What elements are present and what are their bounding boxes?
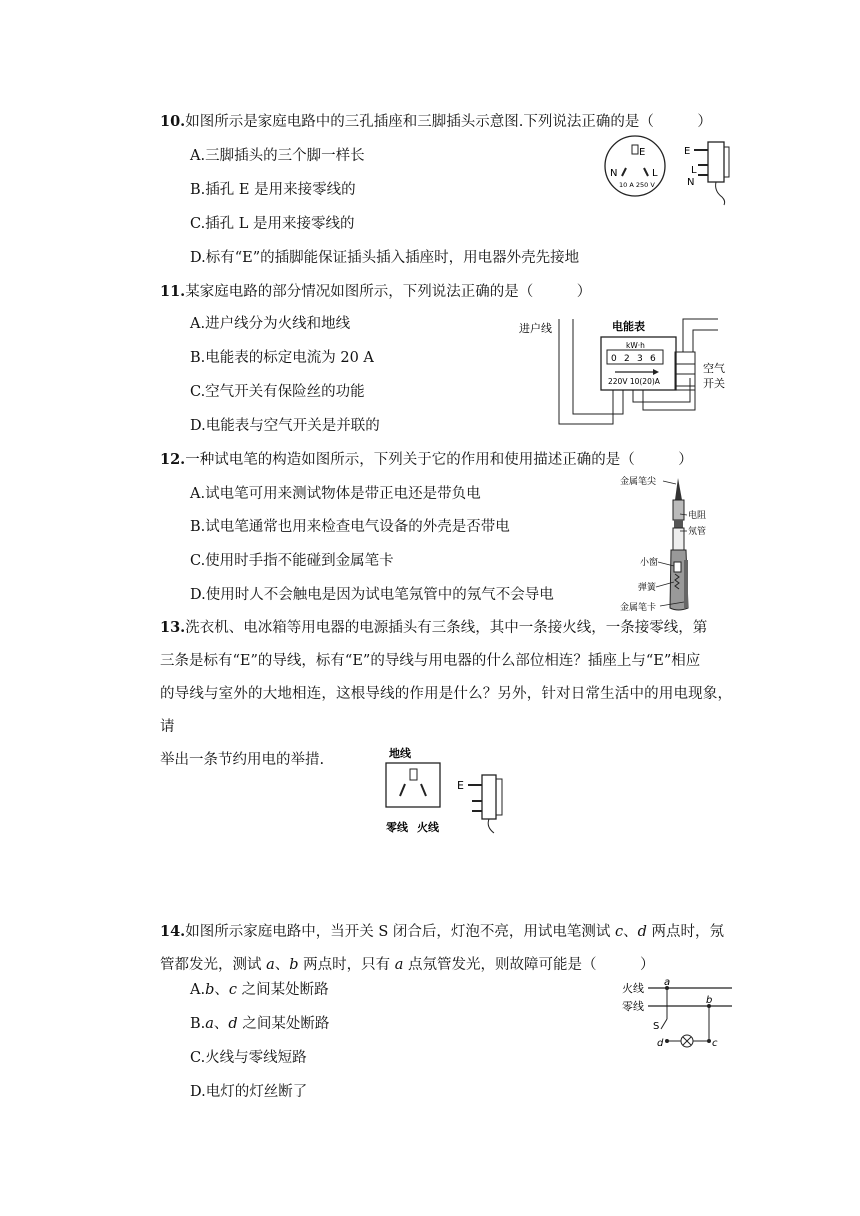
label-spring: 弹簧	[638, 583, 657, 593]
plug-label-n: N	[687, 177, 695, 188]
point-a: a	[664, 977, 671, 988]
label-tip: 金属笔尖	[620, 477, 657, 487]
q10-option-c: C.插孔 L 是用来接零线的	[190, 216, 355, 232]
meter-digit-2: 2	[624, 354, 630, 364]
q12-option-b: B.试电笔通常也用来检查电气设备的外壳是否带电	[190, 519, 510, 535]
point-c: c	[712, 1038, 718, 1049]
q12-option-d: D.使用时人不会触电是因为试电笔氖管中的氖气不会导电	[190, 587, 554, 603]
socket-label-l: L	[652, 168, 658, 179]
q10-option-a: A.三脚插头的三个脚一样长	[190, 148, 365, 164]
q14-option-b: B.a、d 之间某处断路	[190, 1016, 330, 1032]
switch-label-2: 开关	[703, 377, 725, 390]
label-neon: 氖管	[688, 527, 707, 537]
label-ground: 地线	[389, 747, 411, 760]
meter-title: 电能表	[612, 320, 645, 333]
label-clip: 金属笔卡	[620, 603, 657, 613]
plug-label-e: E	[457, 779, 464, 792]
q12-test-pen-figure	[618, 470, 718, 615]
socket-label-e: E	[639, 147, 646, 158]
q14-option-a: A.b、c 之间某处断路	[190, 982, 329, 998]
meter-rating: 220V 10(20)A	[608, 377, 660, 386]
switch-label: S	[653, 1021, 660, 1032]
label-resistor: 电阻	[688, 511, 707, 521]
q10-socket-plug-figure	[598, 135, 738, 207]
label-neutral-wire: 零线	[622, 1000, 644, 1013]
q11-stem: 11.某家庭电路的部分情况如图所示，下列说法正确的是（ ）	[160, 283, 592, 300]
q11-option-d: D.电能表与空气开关是并联的	[190, 418, 380, 434]
q11-option-b: B.电能表的标定电流为 20 A	[190, 350, 374, 366]
q10-option-b: B.插孔 E 是用来接零线的	[190, 182, 356, 198]
point-b: b	[706, 995, 713, 1006]
q14-option-c: C.火线与零线短路	[190, 1050, 307, 1066]
meter-digit-1: 0	[611, 354, 617, 364]
label-live: 火线	[417, 821, 439, 834]
q10-option-d: D.标有“E”的插脚能保证插头插入插座时，用电器外壳先接地	[190, 250, 580, 266]
q12-option-a: A.试电笔可用来测试物体是带正电还是带负电	[190, 486, 481, 502]
q13-socket-plug-figure	[378, 745, 508, 840]
q11-circuit-figure	[515, 310, 740, 430]
q12-option-c: C.使用时手指不能碰到金属笔卡	[190, 553, 394, 569]
q14-option-d: D.电灯的灯丝断了	[190, 1084, 308, 1100]
switch-label-1: 空气	[703, 362, 725, 375]
label-window: 小窗	[640, 558, 659, 568]
label-live-wire: 火线	[622, 982, 644, 995]
q11-option-c: C.空气开关有保险丝的功能	[190, 384, 365, 400]
meter-digit-4: 6	[650, 354, 656, 364]
socket-rating: 10 A 250 V	[619, 181, 655, 189]
point-d: d	[657, 1038, 664, 1049]
q10-stem: 10.如图所示是家庭电路中的三孔插座和三脚插头示意图.下列说法正确的是（ ）	[160, 113, 712, 130]
q12-stem: 12.一种试电笔的构造如图所示，下列关于它的作用和使用描述正确的是（ ）	[160, 451, 693, 468]
q13-text: 13.洗衣机、电冰箱等用电器的电源插头有三条线，其中一条接火线，一条接零线，第 三条是标有“E”的导线，标有“E”的导线与用电器的什么部位相连？插座上与“E”相应 的导线与室外的大地相连，这根导线的作用是什么？另外，针对日常生活中的用电现象，请 举出一条节约用电的举措.	[160, 619, 732, 768]
plug-label-e: E	[684, 146, 691, 157]
socket-label-n: N	[610, 168, 618, 179]
q11-option-a: A.进户线分为火线和地线	[190, 316, 351, 332]
meter-digit-3: 3	[637, 354, 643, 364]
plug-label-l: L	[691, 165, 697, 176]
service-line-label: 进户线	[519, 322, 552, 335]
q14-circuit-figure	[620, 975, 735, 1055]
q14-text: 14.如图所示家庭电路中，当开关 S 闭合后，灯泡不亮，用试电笔测试 c、d 两点时，氖 管都发光，测试 a、b 两点时，只有 a 点氖管发光，则故障可能是（ ）	[160, 923, 725, 973]
label-neutral: 零线	[386, 821, 408, 834]
meter-unit: kW·h	[626, 341, 645, 350]
